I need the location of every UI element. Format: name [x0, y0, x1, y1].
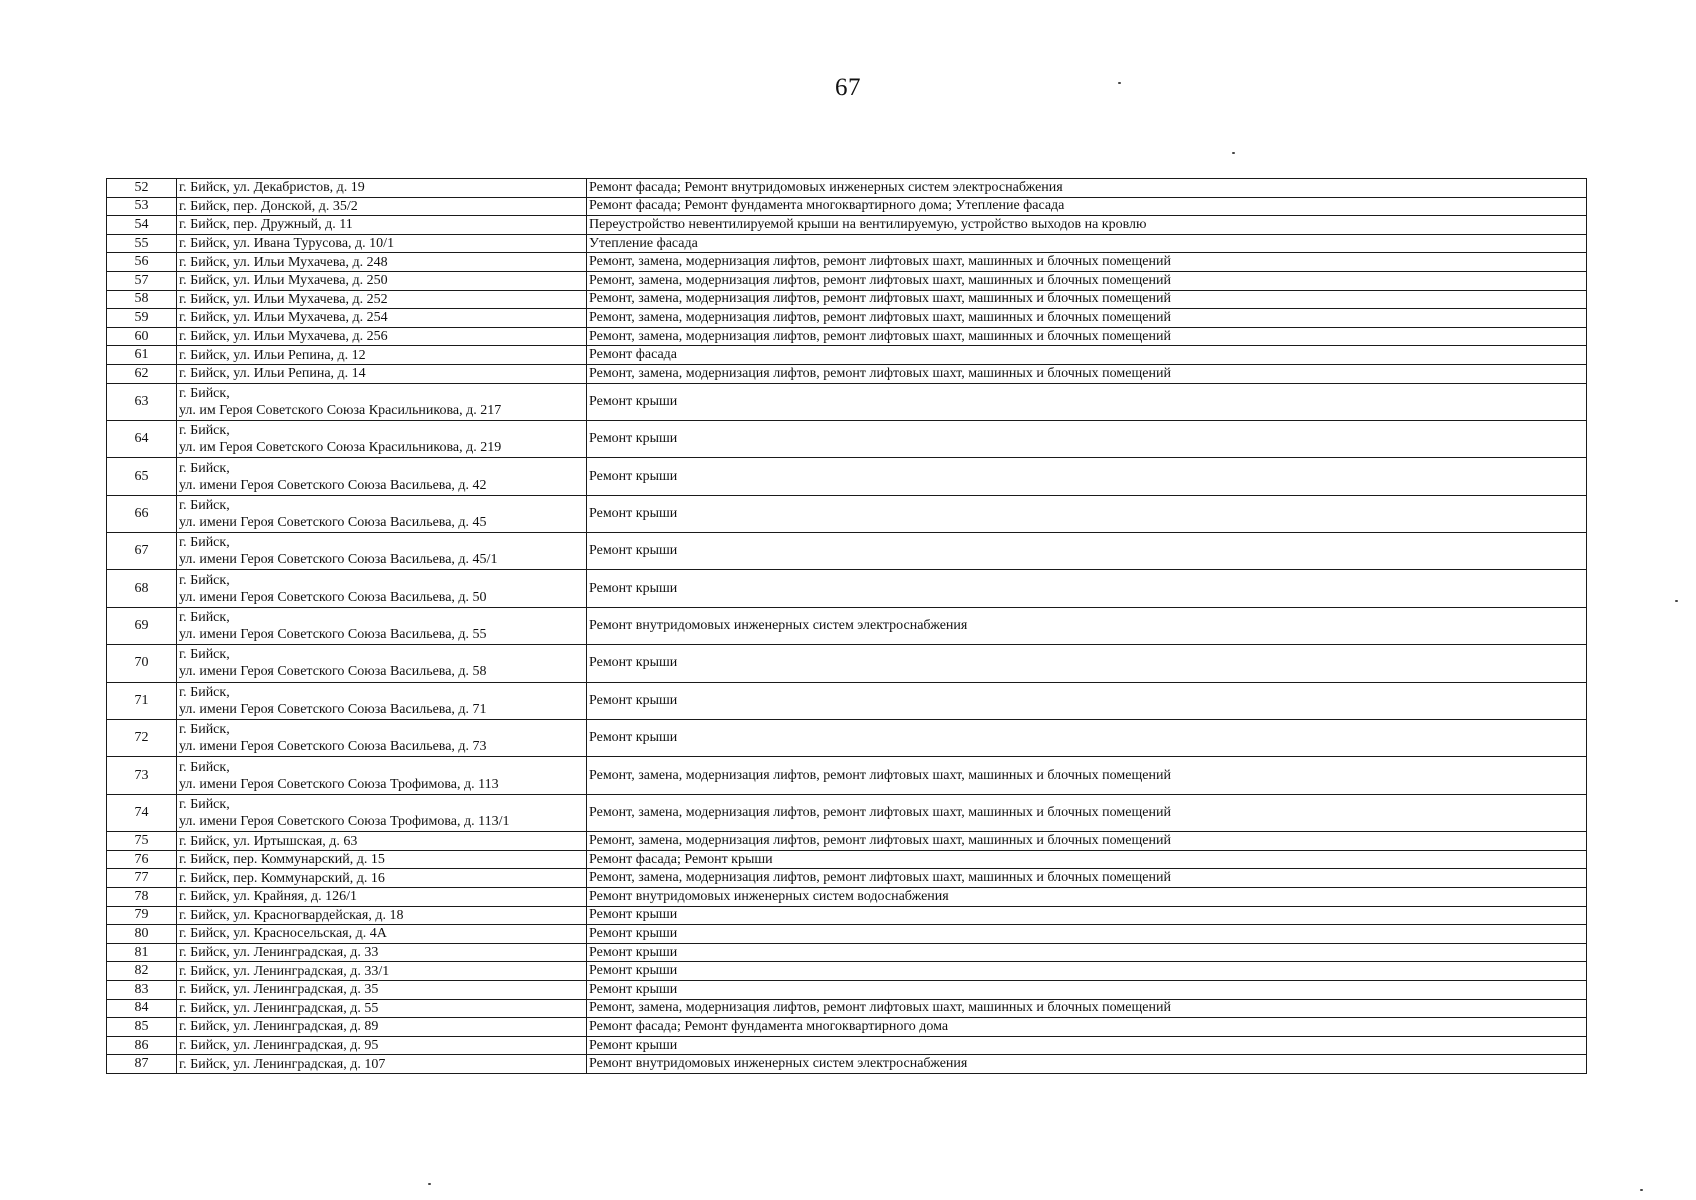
address-line: г. Бийск, ул. Ильи Репина, д. 14: [179, 366, 366, 382]
work-type-cell: [587, 309, 1587, 328]
work-type-text: Ремонт крыши: [589, 393, 678, 409]
row-number-cell: 56: [107, 253, 177, 272]
work-type-cell: [587, 980, 1587, 999]
work-type-text: Ремонт, замена, модернизация лифтов, ремонт лифтовых шахт, машинных и блочных помещений: [589, 767, 1171, 783]
work-type-text: Ремонт крыши: [589, 431, 678, 447]
scan-speck: [428, 1183, 431, 1185]
address-cell: [177, 309, 587, 328]
work-type-cell: [587, 364, 1587, 383]
address-line: г. Бийск,: [179, 423, 230, 439]
table-row: [107, 607, 1587, 644]
address-cell: [177, 720, 587, 757]
table-row: [107, 943, 1587, 962]
table-row: [107, 197, 1587, 216]
work-type-text: Ремонт, замена, модернизация лифтов, ремонт лифтовых шахт, машинных и блочных помещений: [589, 870, 1171, 886]
work-type-text: Ремонт фасада; Ремонт крыши: [589, 851, 773, 867]
address-line: г. Бийск,: [179, 684, 230, 700]
address-cell: [177, 980, 587, 999]
row-number-cell: 74: [107, 794, 177, 831]
address-cell: [177, 179, 587, 198]
table-row: [107, 682, 1587, 719]
work-type-text: Ремонт, замена, модернизация лифтов, ремонт лифтовых шахт, машинных и блочных помещений: [589, 365, 1171, 381]
address-cell: [177, 271, 587, 290]
work-type-text: Ремонт фасада; Ремонт внутридомовых инженерных систем электроснабжения: [589, 179, 1063, 195]
table-row: [107, 533, 1587, 570]
work-type-cell: [587, 682, 1587, 719]
row-number-cell: 84: [107, 999, 177, 1018]
row-number-cell: 82: [107, 962, 177, 981]
row-number-cell: 63: [107, 383, 177, 420]
table-row: [107, 850, 1587, 869]
address-cell: [177, 757, 587, 794]
address-line: ул. имени Героя Советского Союза Васильева, д. 55: [179, 627, 487, 643]
work-type-cell: [587, 720, 1587, 757]
table-row: [107, 832, 1587, 851]
table-row: [107, 290, 1587, 309]
address-line: г. Бийск, ул. Ленинградская, д. 55: [179, 1000, 379, 1016]
address-line: г. Бийск, пер. Коммунарский, д. 16: [179, 870, 385, 886]
row-number-cell: 79: [107, 906, 177, 925]
address-line: г. Бийск, ул. Красносельская, д. 4А: [179, 926, 387, 942]
work-type-text: Ремонт крыши: [589, 692, 678, 708]
row-number-cell: 75: [107, 832, 177, 851]
work-type-text: Ремонт, замена, модернизация лифтов, ремонт лифтовых шахт, машинных и блочных помещений: [589, 291, 1171, 307]
table-row: [107, 179, 1587, 198]
work-type-text: Ремонт крыши: [589, 963, 678, 979]
table-row: [107, 980, 1587, 999]
table-row: [107, 757, 1587, 794]
address-cell: [177, 906, 587, 925]
row-number-cell: 54: [107, 216, 177, 235]
table-row: [107, 495, 1587, 532]
work-type-text: Ремонт, замена, модернизация лифтов, ремонт лифтовых шахт, машинных и блочных помещений: [589, 309, 1171, 325]
table-row: [107, 962, 1587, 981]
address-line: г. Бийск,: [179, 647, 230, 663]
address-line: г. Бийск,: [179, 610, 230, 626]
row-number-cell: 77: [107, 869, 177, 888]
address-line: ул. имени Героя Советского Союза Васильева, д. 50: [179, 589, 487, 605]
row-number-cell: 61: [107, 346, 177, 365]
address-line: г. Бийск, ул. Ленинградская, д. 95: [179, 1038, 379, 1054]
work-type-cell: [587, 570, 1587, 607]
address-line: г. Бийск, пер. Дружный, д. 11: [179, 217, 353, 233]
work-type-text: Ремонт крыши: [589, 944, 678, 960]
work-type-cell: [587, 327, 1587, 346]
work-type-cell: [587, 999, 1587, 1018]
address-cell: [177, 495, 587, 532]
table-row: [107, 216, 1587, 235]
address-cell: [177, 327, 587, 346]
work-type-text: Ремонт, замена, модернизация лифтов, ремонт лифтовых шахт, машинных и блочных помещений: [589, 328, 1171, 344]
address-line: г. Бийск,: [179, 572, 230, 588]
row-number-cell: 76: [107, 850, 177, 869]
work-type-cell: [587, 420, 1587, 457]
address-cell: [177, 234, 587, 253]
table-row: [107, 327, 1587, 346]
table-row: [107, 925, 1587, 944]
address-line: г. Бийск, ул. Ленинградская, д. 35: [179, 982, 379, 998]
address-line: ул. имени Героя Советского Союза Трофимова, д. 113: [179, 776, 499, 792]
work-type-text: Ремонт внутридомовых инженерных систем водоснабжения: [589, 888, 949, 904]
address-cell: [177, 1018, 587, 1037]
work-type-text: Ремонт внутридомовых инженерных систем электроснабжения: [589, 1056, 968, 1072]
table-row: [107, 1018, 1587, 1037]
address-cell: [177, 869, 587, 888]
address-cell: [177, 607, 587, 644]
work-type-text: Утепление фасада: [589, 235, 698, 251]
row-number-cell: 71: [107, 682, 177, 719]
row-number-cell: 58: [107, 290, 177, 309]
table-row: [107, 234, 1587, 253]
work-type-text: Переустройство невентилируемой крыши на вентилируемую, устройство выходов на кровлю: [589, 216, 1147, 232]
row-number-cell: 55: [107, 234, 177, 253]
address-line: г. Бийск, ул. Ильи Мухачева, д. 254: [179, 310, 388, 326]
address-cell: [177, 383, 587, 420]
address-cell: [177, 794, 587, 831]
row-number-cell: 68: [107, 570, 177, 607]
work-type-text: Ремонт фасада; Ремонт фундамента многоквартирного дома: [589, 1018, 949, 1034]
address-cell: [177, 850, 587, 869]
row-number-cell: 83: [107, 980, 177, 999]
work-type-cell: [587, 1036, 1587, 1055]
address-line: г. Бийск,: [179, 759, 230, 775]
address-line: ул. им Героя Советского Союза Красильникова, д. 219: [179, 440, 502, 456]
work-type-cell: [587, 925, 1587, 944]
table-row: [107, 346, 1587, 365]
table-row: [107, 253, 1587, 272]
work-type-text: Ремонт крыши: [589, 468, 678, 484]
work-type-cell: [587, 1018, 1587, 1037]
address-line: г. Бийск,: [179, 497, 230, 513]
table-body: [107, 179, 1587, 1074]
address-line: г. Бийск, пер. Коммунарский, д. 15: [179, 852, 385, 868]
work-type-text: Ремонт крыши: [589, 543, 678, 559]
address-line: г. Бийск, ул. Ильи Мухачева, д. 252: [179, 291, 388, 307]
row-number-cell: 69: [107, 607, 177, 644]
address-line: г. Бийск, ул. Ленинградская, д. 33/1: [179, 963, 390, 979]
work-type-text: Ремонт крыши: [589, 655, 678, 671]
page-number: 67: [835, 74, 861, 101]
work-type-text: Ремонт крыши: [589, 505, 678, 521]
work-type-text: Ремонт фасада; Ремонт фундамента многоквартирного дома; Утепление фасада: [589, 198, 1065, 214]
work-type-text: Ремонт крыши: [589, 580, 678, 596]
address-cell: [177, 364, 587, 383]
scan-speck: [1118, 82, 1121, 84]
row-number-cell: 72: [107, 720, 177, 757]
address-cell: [177, 290, 587, 309]
row-number-cell: 62: [107, 364, 177, 383]
address-line: г. Бийск, ул. Ленинградская, д. 89: [179, 1019, 379, 1035]
work-type-text: Ремонт крыши: [589, 907, 678, 923]
address-cell: [177, 682, 587, 719]
row-number-cell: 81: [107, 943, 177, 962]
work-type-cell: [587, 234, 1587, 253]
row-number-cell: 57: [107, 271, 177, 290]
table-row: [107, 458, 1587, 495]
work-type-text: Ремонт, замена, модернизация лифтов, ремонт лифтовых шахт, машинных и блочных помещений: [589, 272, 1171, 288]
address-line: г. Бийск,: [179, 385, 230, 401]
address-cell: [177, 1055, 587, 1074]
row-number-cell: 59: [107, 309, 177, 328]
address-line: ул. имени Героя Советского Союза Васильева, д. 45: [179, 514, 487, 530]
address-line: г. Бийск,: [179, 535, 230, 551]
work-type-cell: [587, 197, 1587, 216]
scan-speck: [1675, 600, 1678, 602]
row-number-cell: 52: [107, 179, 177, 198]
work-type-text: Ремонт крыши: [589, 1037, 678, 1053]
address-cell: [177, 570, 587, 607]
address-cell: [177, 216, 587, 235]
work-type-cell: [587, 1055, 1587, 1074]
work-type-text: Ремонт, замена, модернизация лифтов, ремонт лифтовых шахт, машинных и блочных помещений: [589, 1000, 1171, 1016]
address-cell: [177, 832, 587, 851]
table-row: [107, 383, 1587, 420]
work-type-cell: [587, 346, 1587, 365]
work-type-text: Ремонт, замена, модернизация лифтов, ремонт лифтовых шахт, машинных и блочных помещений: [589, 254, 1171, 270]
work-type-cell: [587, 216, 1587, 235]
work-type-cell: [587, 850, 1587, 869]
work-type-cell: [587, 869, 1587, 888]
work-type-cell: [587, 290, 1587, 309]
table-row: [107, 999, 1587, 1018]
work-type-cell: [587, 458, 1587, 495]
address-line: г. Бийск, ул. Ильи Мухачева, д. 256: [179, 329, 388, 345]
address-cell: [177, 533, 587, 570]
row-number-cell: 64: [107, 420, 177, 457]
row-number-cell: 78: [107, 888, 177, 907]
address-cell: [177, 1036, 587, 1055]
table-row: [107, 645, 1587, 682]
table-row: [107, 309, 1587, 328]
work-type-cell: [587, 757, 1587, 794]
address-line: г. Бийск, ул. Крайняя, д. 126/1: [179, 889, 358, 905]
work-type-cell: [587, 495, 1587, 532]
work-type-text: Ремонт крыши: [589, 730, 678, 746]
table-row: [107, 720, 1587, 757]
address-line: г. Бийск, ул. Ленинградская, д. 33: [179, 945, 379, 961]
work-type-text: Ремонт, замена, модернизация лифтов, ремонт лифтовых шахт, машинных и блочных помещений: [589, 833, 1171, 849]
address-line: ул. имени Героя Советского Союза Васильева, д. 73: [179, 739, 487, 755]
work-type-text: Ремонт, замена, модернизация лифтов, ремонт лифтовых шахт, машинных и блочных помещений: [589, 805, 1171, 821]
address-line: ул. имени Героя Советского Союза Васильева, д. 42: [179, 477, 487, 493]
table-row: [107, 906, 1587, 925]
address-line: г. Бийск, ул. Ильи Репина, д. 12: [179, 347, 366, 363]
row-number-cell: 67: [107, 533, 177, 570]
row-number-cell: 86: [107, 1036, 177, 1055]
work-type-cell: [587, 794, 1587, 831]
address-line: г. Бийск, ул. Ильи Мухачева, д. 248: [179, 254, 388, 270]
address-line: ул. имени Героя Советского Союза Васильева, д. 45/1: [179, 552, 498, 568]
address-line: г. Бийск, ул. Ильи Мухачева, д. 250: [179, 273, 388, 289]
scan-speck: [1232, 152, 1235, 154]
address-cell: [177, 888, 587, 907]
row-number-cell: 87: [107, 1055, 177, 1074]
work-type-text: Ремонт крыши: [589, 925, 678, 941]
work-type-cell: [587, 253, 1587, 272]
row-number-cell: 70: [107, 645, 177, 682]
address-line: г. Бийск, ул. Декабристов, д. 19: [179, 180, 365, 196]
work-type-cell: [587, 383, 1587, 420]
work-type-text: Ремонт крыши: [589, 981, 678, 997]
address-line: г. Бийск,: [179, 722, 230, 738]
work-type-text: Ремонт внутридомовых инженерных систем электроснабжения: [589, 618, 968, 634]
address-cell: [177, 999, 587, 1018]
address-line: г. Бийск, ул. Ленинградская, д. 107: [179, 1056, 386, 1072]
row-number-cell: 73: [107, 757, 177, 794]
address-cell: [177, 253, 587, 272]
row-number-cell: 80: [107, 925, 177, 944]
row-number-cell: 53: [107, 197, 177, 216]
table-row: [107, 1036, 1587, 1055]
table-row: [107, 570, 1587, 607]
address-cell: [177, 925, 587, 944]
work-type-cell: [587, 271, 1587, 290]
table-row: [107, 271, 1587, 290]
work-type-cell: [587, 888, 1587, 907]
address-line: г. Бийск, ул. Красногвардейская, д. 18: [179, 907, 404, 923]
work-type-cell: [587, 943, 1587, 962]
work-type-text: Ремонт фасада: [589, 347, 678, 363]
address-cell: [177, 346, 587, 365]
address-line: г. Бийск, ул. Иртышская, д. 63: [179, 833, 358, 849]
work-type-cell: [587, 645, 1587, 682]
address-cell: [177, 645, 587, 682]
work-type-cell: [587, 607, 1587, 644]
row-number-cell: 65: [107, 458, 177, 495]
address-cell: [177, 420, 587, 457]
table-row: [107, 420, 1587, 457]
address-line: ул. им Героя Советского Союза Красильникова, д. 217: [179, 402, 502, 418]
table-row: [107, 1055, 1587, 1074]
table-row: [107, 364, 1587, 383]
row-number-cell: 66: [107, 495, 177, 532]
work-type-cell: [587, 533, 1587, 570]
address-line: г. Бийск, ул. Ивана Турусова, д. 10/1: [179, 236, 395, 252]
address-line: ул. имени Героя Советского Союза Васильева, д. 58: [179, 664, 487, 680]
scan-speck: [1640, 1189, 1643, 1191]
address-line: ул. имени Героя Советского Союза Васильева, д. 71: [179, 701, 487, 717]
table-row: [107, 888, 1587, 907]
work-type-cell: [587, 962, 1587, 981]
address-cell: [177, 962, 587, 981]
address-line: г. Бийск, пер. Донской, д. 35/2: [179, 198, 358, 214]
address-cell: [177, 197, 587, 216]
table-row: [107, 869, 1587, 888]
row-number-cell: 60: [107, 327, 177, 346]
repair-works-table: [106, 178, 1587, 1074]
work-type-cell: [587, 832, 1587, 851]
table-row: [107, 794, 1587, 831]
address-cell: [177, 943, 587, 962]
address-line: г. Бийск,: [179, 460, 230, 476]
address-line: г. Бийск,: [179, 797, 230, 813]
work-type-cell: [587, 906, 1587, 925]
address-cell: [177, 458, 587, 495]
work-type-cell: [587, 179, 1587, 198]
address-line: ул. имени Героя Советского Союза Трофимова, д. 113/1: [179, 814, 510, 830]
row-number-cell: 85: [107, 1018, 177, 1037]
